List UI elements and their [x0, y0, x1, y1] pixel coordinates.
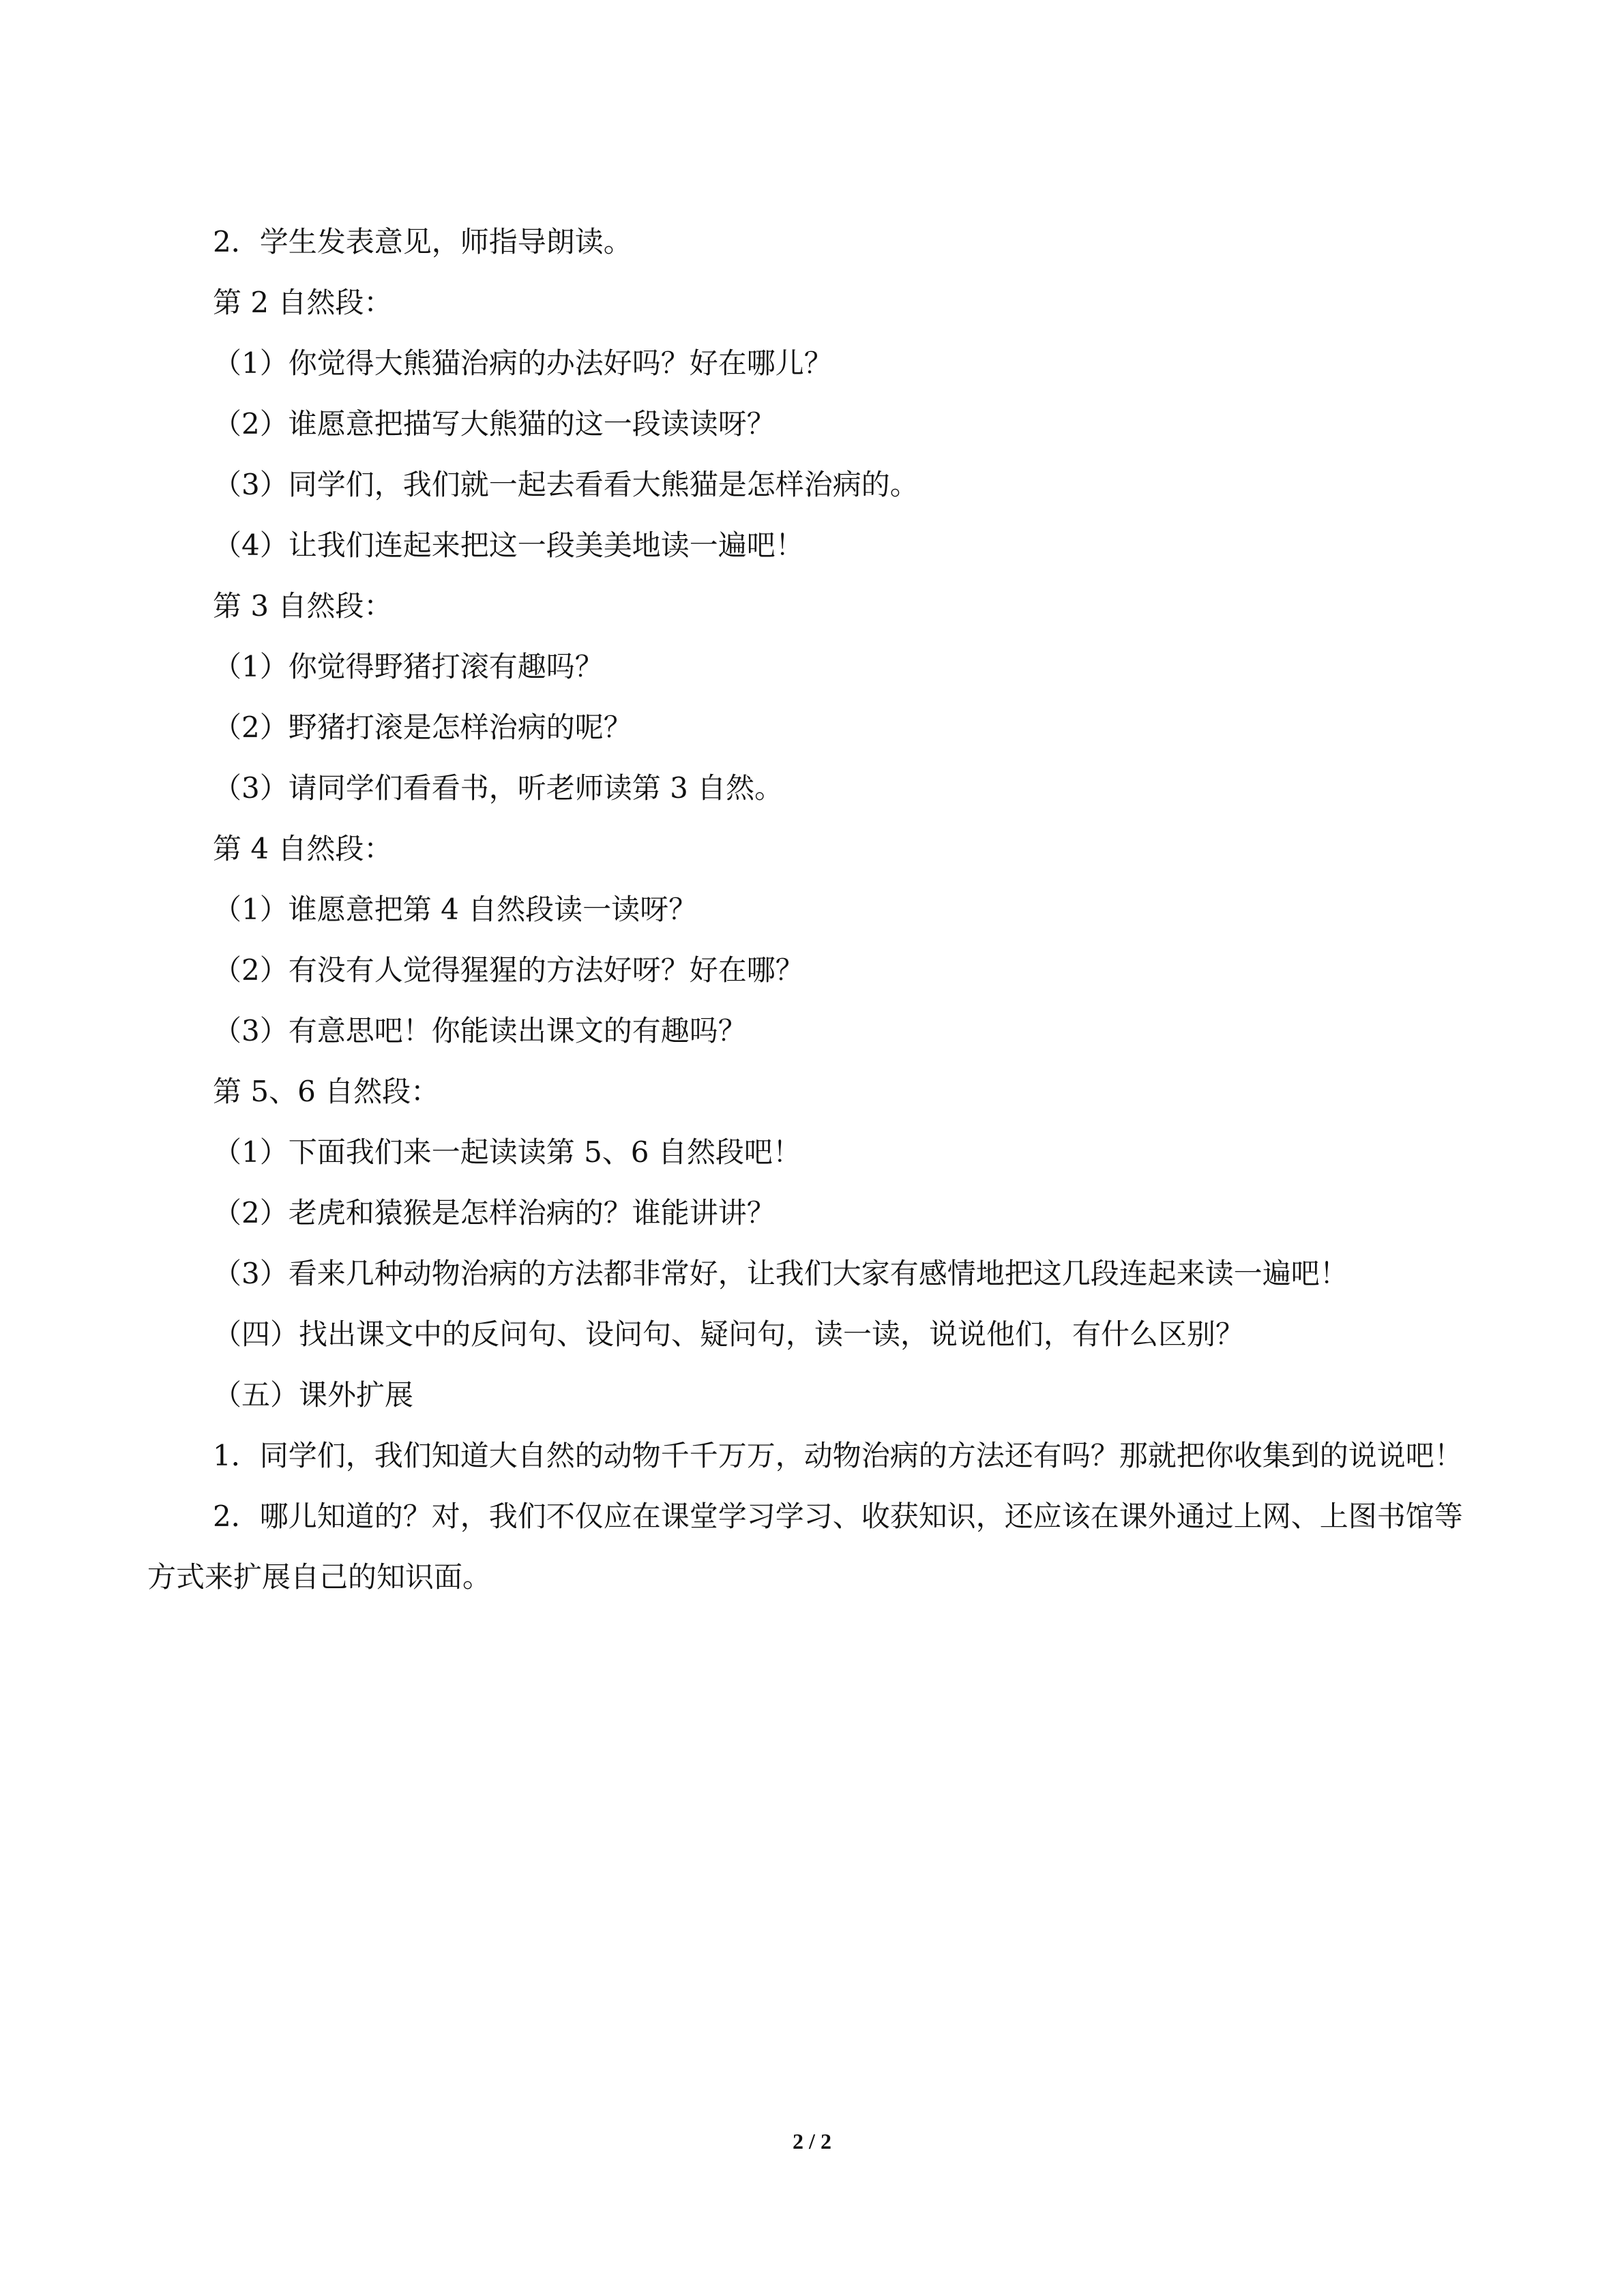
list-item: （2）老虎和猿猴是怎样治病的？谁能讲讲？ — [213, 1196, 776, 1229]
page-number: 2 / 2 — [793, 2129, 831, 2153]
section-heading-four: （四）找出课文中的反问句、设问句、疑问句，读一读，说说他们，有什么区别？ — [213, 1317, 1245, 1351]
document-body — [147, 211, 1471, 1607]
paragraph-student-opinions: 2．学生发表意见，师指导朗读。 — [213, 225, 632, 258]
list-item: （1）你觉得野猪打滚有趣吗？ — [213, 650, 604, 683]
section-heading-paragraph-5-6: 第 5、6 自然段： — [213, 1075, 440, 1108]
paragraph-extension-2: 2．哪儿知道的？对，我们不仅应在课堂学习学习、收获知识，还应该在课外通过上网、上图书馆等方式来扩展自己的知识面。 — [147, 1500, 1463, 1594]
list-item: （1）谁愿意把第 4 自然段读一读呀？ — [213, 893, 698, 926]
list-item: （2）有没有人觉得猩猩的方法好呀？好在哪？ — [213, 953, 804, 987]
list-item: （2）野猪打滚是怎样治病的呢？ — [213, 711, 632, 744]
section-heading-paragraph-3: 第 3 自然段： — [213, 589, 393, 623]
paragraph-extension-1: 1．同学们，我们知道大自然的动物千千万万，动物治病的方法还有吗？那就把你收集到的说说吧！ — [213, 1439, 1463, 1472]
list-item: （4）让我们连起来把这一段美美地读一遍吧！ — [213, 528, 804, 562]
section-heading-paragraph-2: 第 2 自然段： — [213, 286, 393, 319]
list-item: （3）请同学们看看书，听老师读第 3 自然。 — [213, 771, 784, 805]
list-item: （3）看来几种动物治病的方法都非常好，让我们大家有感情地把这几段连起来读一遍吧！ — [213, 1257, 1348, 1290]
section-heading-five: （五）课外扩展 — [213, 1378, 414, 1412]
list-item: （2）谁愿意把描写大熊猫的这一段读读呀？ — [213, 407, 776, 441]
list-item: （1）下面我们来一起读读第 5、6 自然段吧！ — [213, 1135, 801, 1169]
list-item: （3）有意思吧！你能读出课文的有趣吗？ — [213, 1014, 747, 1047]
list-item: （3）同学们，我们就一起去看看大熊猫是怎样治病的。 — [213, 468, 919, 501]
section-heading-paragraph-4: 第 4 自然段： — [213, 832, 393, 865]
list-item: （1）你觉得大熊猫治病的办法好吗？好在哪儿？ — [213, 346, 833, 380]
